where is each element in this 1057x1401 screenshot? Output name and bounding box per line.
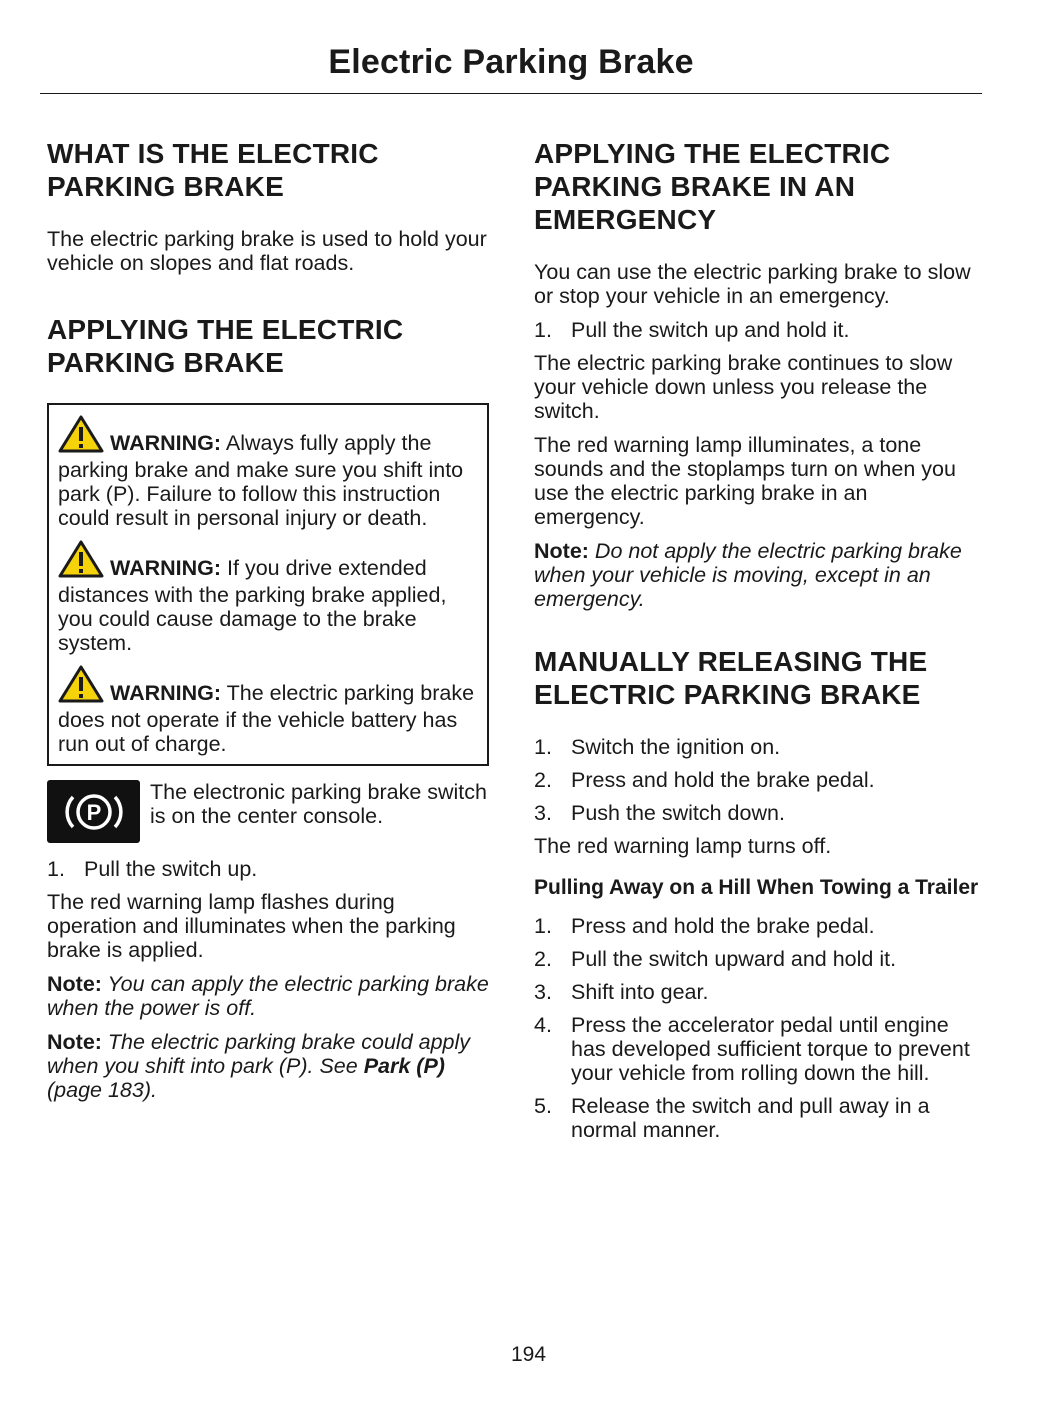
warning-text: Always fully apply the parking brake and make sure you shift into park (P). Failure to follow this instruction could result in personal injury or death. xyxy=(58,431,464,530)
warning-triangle-icon xyxy=(58,540,104,583)
towing-steps xyxy=(534,914,980,1142)
apply-steps xyxy=(47,857,489,881)
list-item: 2. Pull the switch upward and hold it. xyxy=(534,947,897,971)
left-column xyxy=(47,137,489,1112)
list-item: 3. Push the switch down. xyxy=(534,801,785,825)
list-item: 1. Pull the switch up and hold it. xyxy=(534,318,850,342)
warning-2 xyxy=(58,540,478,655)
list-item: 1. Switch the ignition on. xyxy=(534,735,781,759)
warning-box xyxy=(47,403,489,766)
section-heading-manual-release: MANUALLY RELEASING THE ELECTRIC PARKING BRAKE xyxy=(534,646,928,710)
page-title: Electric Parking Brake xyxy=(328,43,694,81)
subheading-towing: Pulling Away on a Hill When Towing a Trailer xyxy=(534,876,979,899)
warning-1 xyxy=(58,415,478,530)
list-item: 3. Shift into gear. xyxy=(534,980,709,1004)
section-heading-what-is: WHAT IS THE ELECTRIC PARKING BRAKE xyxy=(47,138,379,202)
switch-location-row xyxy=(47,780,489,843)
note-shift-park: Note: The electric parking brake could apply when you shift into park (P). See Park (P) (page 183). xyxy=(47,1030,471,1102)
section-heading-applying: APPLYING THE ELECTRIC PARKING BRAKE xyxy=(47,314,404,378)
continues-text: The electric parking brake continues to slow your vehicle down unless you release the switch. xyxy=(534,351,953,423)
warning-label: WARNING: xyxy=(110,556,222,580)
emergency-body: You can use the electric parking brake to slow or stop your vehicle in an emergency. xyxy=(534,260,971,308)
warning-label: WARNING: xyxy=(110,681,222,705)
warning-text: The electric parking brake does not operate if the vehicle battery has run out of charge. xyxy=(58,681,475,756)
warning-triangle-icon xyxy=(58,415,104,458)
switch-location-text: The electronic parking brake switch is on the center console. xyxy=(150,780,487,828)
section-heading-emergency: APPLYING THE ELECTRIC PARKING BRAKE IN AN EMERGENCY xyxy=(534,138,891,235)
page-number: 194 xyxy=(510,1343,547,1366)
svg-text:P: P xyxy=(86,799,101,825)
warning-text: If you drive extended distances with the parking brake applied, you could cause damage to the brake system. xyxy=(58,556,447,655)
list-item: 2. Press and hold the brake pedal. xyxy=(534,768,875,792)
emergency-steps xyxy=(534,318,980,342)
parking-brake-icon xyxy=(47,780,140,843)
page-header xyxy=(40,40,982,94)
list-item: 1. Press and hold the brake pedal. xyxy=(534,914,875,938)
warning-3 xyxy=(58,665,478,756)
warning-label: WARNING: xyxy=(110,431,222,455)
list-item: 4. Press the accelerator pedal until engine has developed sufficient torque to prevent your vehicle from rolling down the hill. xyxy=(534,1013,970,1085)
manual-steps xyxy=(534,735,980,825)
note-emergency: Note: Do not apply the electric parking brake when your vehicle is moving, except in an emergency. xyxy=(534,539,962,611)
emergency-lamp-text: The red warning lamp illuminates, a tone sounds and the stoplamps turn on when you use the electric parking brake in an emergency. xyxy=(534,433,956,529)
note-power-off: Note: You can apply the electric parking brake when the power is off. xyxy=(47,972,489,1020)
list-item: 1. Pull the switch up. xyxy=(47,857,258,881)
list-item: 5. Release the switch and pull away in a normal manner. xyxy=(534,1094,930,1142)
what-is-body: The electric parking brake is used to hold your vehicle on slopes and flat roads. xyxy=(47,227,487,275)
lamp-flash-text: The red warning lamp flashes during operation and illuminates when the parking brake is applied. xyxy=(47,890,456,962)
park-reference-link[interactable]: Park (P) xyxy=(363,1054,445,1078)
right-column xyxy=(534,137,980,1151)
lamp-off-text: The red warning lamp turns off. xyxy=(534,834,832,858)
warning-triangle-icon xyxy=(58,665,104,708)
